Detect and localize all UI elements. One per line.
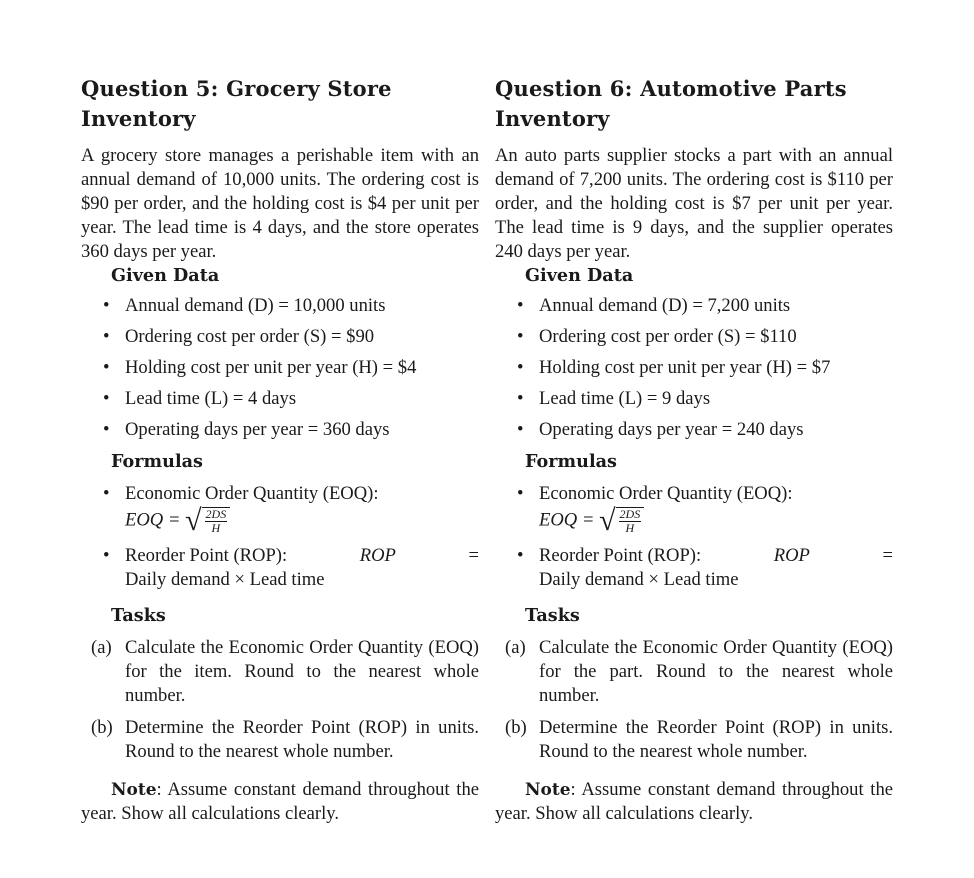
note: Note: Assume constant demand throughout the year. Show all calculations clearly. xyxy=(495,779,893,824)
rop-equals: = xyxy=(468,545,479,566)
eoq-label: Economic Order Quantity (EOQ): xyxy=(539,483,793,504)
eoq-formula: • Economic Order Quantity (EOQ): EOQ = √ $\frac{2DS}{H}$ xyxy=(517,483,793,537)
given-data-list xyxy=(495,294,893,442)
task-item: (a) Calculate the Economic Order Quantity (EOQ) for the part. Round to the nearest whole number. xyxy=(505,637,893,706)
question-6-title: Question 6: Automotive Parts Inventory xyxy=(495,76,847,131)
given-data-heading: Given Data xyxy=(111,265,220,286)
tasks-list xyxy=(81,636,479,764)
rop-label: Reorder Point (ROP): xyxy=(539,545,702,566)
rop-formula: • Reorder Point (ROP): ROP = Daily demand × Lead time xyxy=(517,545,893,590)
question-6-intro: An auto parts supplier stocks a part with an annual demand of 7,200 units. The ordering cost is $110 per order, and the holding cost is $7 per unit per year. The lead time is 9 days, and the supplier operates 240 days per year. xyxy=(495,145,893,262)
task-item: (b) Determine the Reorder Point (ROP) in units. Round to the nearest whole number. xyxy=(505,717,893,762)
rop-rhs: Daily demand × Lead time xyxy=(539,569,739,590)
given-item: • Holding cost per unit per year (H) = $7 xyxy=(495,356,893,380)
note-label: Note xyxy=(111,780,157,800)
eoq-lhs: EOQ = xyxy=(539,509,595,531)
sqrt-symbol: √ $\frac{2DS}{H}$ xyxy=(185,506,230,536)
formulas-heading: Formulas xyxy=(525,451,617,472)
tasks-heading: Tasks xyxy=(525,605,580,626)
given-item: • Ordering cost per order (S) = $90 xyxy=(81,325,479,349)
tasks-list xyxy=(495,636,893,764)
rop-lhs: ROP xyxy=(359,545,396,566)
given-item: • Holding cost per unit per year (H) = $4 xyxy=(81,356,479,380)
given-data-heading: Given Data xyxy=(525,265,634,286)
given-item: • Annual demand (D) = 10,000 units xyxy=(81,294,479,318)
given-data-list xyxy=(81,294,479,442)
task-item: (a) Calculate the Economic Order Quantity (EOQ) for the item. Round to the nearest whole number. xyxy=(91,637,479,706)
eoq-fraction: $\frac{2DS}{H}$ xyxy=(202,507,231,535)
given-item: • Lead time (L) = 4 days xyxy=(81,387,479,411)
question-5-title: Question 5: Grocery Store Inventory xyxy=(81,76,392,131)
eoq-formula: • Economic Order Quantity (EOQ): EOQ = √ $\frac{2DS}{H}$ xyxy=(103,483,379,537)
formulas-heading: Formulas xyxy=(111,451,203,472)
eoq-label: Economic Order Quantity (EOQ): xyxy=(125,483,379,504)
sqrt-symbol: √ $\frac{2DS}{H}$ xyxy=(599,506,644,536)
rop-rhs: Daily demand × Lead time xyxy=(125,569,325,590)
eoq-lhs: EOQ = xyxy=(125,509,181,531)
rop-label: Reorder Point (ROP): xyxy=(125,545,288,566)
note: Note: Assume constant demand throughout the year. Show all calculations clearly. xyxy=(81,779,479,824)
tasks-heading: Tasks xyxy=(111,605,166,626)
given-item: • Ordering cost per order (S) = $110 xyxy=(495,325,893,349)
question-5-column xyxy=(81,74,479,826)
given-item: • Lead time (L) = 9 days xyxy=(495,387,893,411)
question-6-column xyxy=(495,74,893,826)
note-label: Note xyxy=(525,780,571,800)
given-item: • Annual demand (D) = 7,200 units xyxy=(495,294,893,318)
rop-lhs: ROP xyxy=(773,545,810,566)
rop-equals: = xyxy=(882,545,893,566)
question-5-intro: A grocery store manages a perishable item with an annual demand of 10,000 units. The ordering cost is $90 per order, and the holding cost is $4 per unit per year. The lead time is 4 days, and the store operates 360 days per year. xyxy=(81,145,479,262)
task-item: (b) Determine the Reorder Point (ROP) in units. Round to the nearest whole number. xyxy=(91,717,479,762)
rop-formula: • Reorder Point (ROP): ROP = Daily demand × Lead time xyxy=(103,545,479,590)
given-item: • Operating days per year = 360 days xyxy=(81,418,479,442)
eoq-fraction: $\frac{2DS}{H}$ xyxy=(616,507,645,535)
given-item: • Operating days per year = 240 days xyxy=(495,418,893,442)
